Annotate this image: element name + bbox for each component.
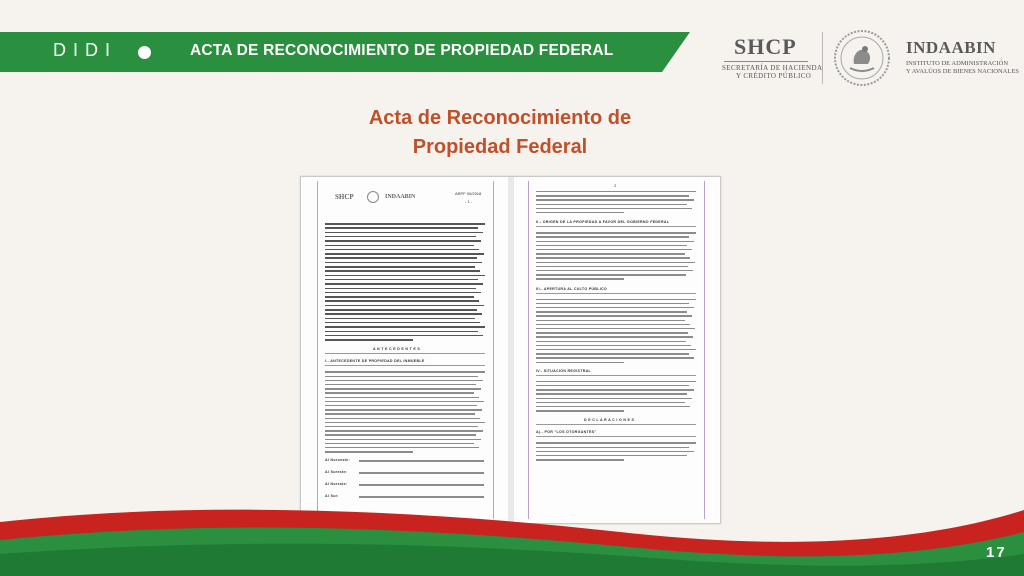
text-line	[536, 353, 689, 354]
text-line	[536, 393, 687, 394]
text-line	[536, 232, 696, 233]
text-line	[536, 381, 696, 382]
shcp-logo-line2: Y CRÉDITO PÚBLICO	[736, 72, 812, 80]
section-heading: III.- APERTURA AL CULTO PÚBLICO	[536, 286, 607, 291]
text-line	[325, 245, 474, 247]
text-line	[536, 266, 688, 267]
text-line	[536, 349, 696, 350]
footer-wave	[0, 470, 1024, 576]
text-line	[325, 266, 475, 268]
page1-shcp-logo: SHCP	[335, 193, 354, 201]
text-line	[536, 406, 690, 407]
text-line	[325, 339, 413, 341]
text-line	[325, 371, 485, 372]
page-number: 17	[986, 544, 1007, 561]
text-line	[325, 313, 482, 315]
text-line	[325, 236, 476, 238]
text-line	[536, 245, 687, 246]
text-line	[536, 320, 685, 321]
text-line	[536, 442, 696, 443]
boundary-label: Al Noroeste:	[325, 458, 350, 463]
text-line	[325, 447, 479, 448]
text-line	[325, 331, 478, 333]
page1-seal-icon	[367, 191, 379, 203]
page1-margin-left	[317, 181, 318, 519]
text-line	[325, 249, 479, 251]
page1-number: - 1 -	[465, 199, 473, 204]
text-line	[325, 223, 485, 225]
text-line	[536, 410, 624, 411]
page2-margin-right	[704, 181, 705, 519]
text-line	[325, 253, 484, 255]
text-line	[536, 191, 696, 192]
text-line	[536, 315, 692, 316]
section-rule	[325, 365, 485, 366]
page1-margin-right	[493, 181, 494, 519]
boundary-label: Al Sur:	[325, 494, 339, 499]
section-heading: II.- ORIGEN DE LA PROPIEDAD A FAVOR DEL GOBIERNO FEDERAL	[536, 220, 670, 225]
text-line	[325, 380, 483, 381]
shcp-logo-line1: SECRETARÍA DE HACIENDA	[722, 64, 823, 72]
section-heading: A N T E C E D E N T E S	[373, 347, 421, 352]
text-line	[325, 418, 480, 419]
section-code: DIDI	[53, 40, 117, 60]
text-line	[325, 227, 478, 229]
section-rule	[536, 375, 696, 376]
section-heading: IV.- SITUACIÓN REGISTRAL	[536, 368, 591, 373]
page1-indaabin-logo: INDAABIN	[385, 194, 416, 200]
indaabin-logo-line2: Y AVALÚOS DE BIENES NACIONALES	[906, 68, 1019, 75]
text-line	[325, 451, 413, 452]
text-line	[325, 279, 478, 281]
boundary-line	[359, 460, 484, 461]
header-title: ACTA DE RECONOCIMIENTO DE PROPIEDAD FEDERAL	[190, 42, 614, 59]
text-line	[536, 241, 694, 242]
slide-title-line1: Acta de Reconocimiento de	[368, 107, 632, 129]
page2-margin-left	[528, 181, 529, 519]
text-line	[536, 199, 694, 200]
text-line	[325, 409, 482, 410]
text-line	[325, 322, 480, 324]
text-line	[325, 384, 476, 385]
text-line	[536, 204, 687, 205]
section-heading: D E C L A R A C I O N E S	[584, 418, 635, 423]
text-line	[325, 405, 477, 406]
text-line	[325, 426, 478, 427]
text-line	[536, 455, 687, 456]
text-line	[325, 232, 483, 234]
slide-title	[330, 104, 670, 162]
text-line	[325, 309, 477, 311]
text-line	[536, 357, 694, 358]
text-line	[536, 307, 694, 308]
text-line	[325, 318, 475, 320]
text-line	[536, 311, 687, 312]
text-line	[536, 402, 685, 403]
slide-title-line2: Propiedad Federal	[412, 136, 588, 158]
section-rule	[325, 353, 485, 354]
text-line	[536, 262, 695, 263]
boundary-label: Al Noreste:	[325, 482, 348, 487]
text-line	[325, 413, 475, 414]
mexico-seal-icon	[832, 28, 892, 88]
text-line	[325, 296, 474, 298]
indaabin-logo-line1: INSTITUTO DE ADMINISTRACIÓN	[906, 60, 1009, 67]
text-line	[536, 212, 624, 213]
text-line	[325, 401, 484, 402]
text-line	[325, 434, 476, 435]
indaabin-logo-name: INDAABIN	[906, 38, 996, 57]
text-line	[325, 392, 474, 393]
text-line	[325, 388, 481, 389]
text-line	[536, 451, 694, 452]
text-line	[325, 262, 482, 264]
text-line	[536, 332, 688, 333]
text-line	[536, 389, 694, 390]
shcp-logo	[722, 34, 832, 80]
text-line	[536, 253, 685, 254]
text-line	[536, 303, 689, 304]
text-line	[536, 447, 689, 448]
text-line	[325, 257, 477, 259]
text-line	[536, 385, 689, 386]
text-line	[536, 362, 624, 363]
text-line	[325, 326, 485, 328]
text-line	[325, 376, 478, 377]
logo-separator	[822, 32, 823, 84]
text-line	[325, 292, 481, 294]
text-line	[325, 288, 476, 290]
text-line	[325, 422, 485, 423]
text-line	[536, 459, 624, 460]
text-line	[536, 336, 693, 337]
page1-header-logos	[335, 191, 425, 209]
section-rule	[536, 226, 696, 227]
page1-code: ARPF 00/2018	[455, 191, 482, 196]
boundary-label: Al Sureste:	[325, 470, 348, 475]
text-line	[536, 324, 690, 325]
section-rule	[536, 293, 696, 294]
section-rule	[536, 436, 696, 437]
text-line	[325, 305, 484, 307]
text-line	[325, 430, 483, 431]
section-heading: A).- POR "LOS OTORGANTES"	[536, 430, 597, 435]
text-line	[536, 257, 690, 258]
text-line	[325, 283, 483, 285]
text-line	[325, 443, 474, 444]
shcp-logo-name: SHCP	[734, 34, 797, 59]
text-line	[536, 270, 693, 271]
section-rule	[536, 424, 696, 425]
text-line	[536, 398, 692, 399]
text-line	[536, 278, 624, 279]
text-line	[325, 439, 481, 440]
text-line	[536, 236, 689, 237]
text-line	[536, 249, 692, 250]
indaabin-logo	[902, 38, 1022, 82]
section-heading: I.- ANTECEDENTE DE PROPIEDAD DEL INMUEBLE	[325, 359, 425, 364]
page2-number: 2	[614, 183, 617, 188]
text-line	[325, 335, 483, 337]
text-line	[536, 299, 696, 300]
text-line	[536, 345, 691, 346]
text-line	[325, 300, 479, 302]
text-line	[536, 195, 689, 196]
text-line	[536, 341, 686, 342]
shcp-logo-rule	[724, 61, 808, 62]
text-line	[536, 328, 695, 329]
text-line	[536, 274, 686, 275]
text-line	[325, 397, 479, 398]
text-line	[325, 275, 485, 277]
text-line	[536, 208, 692, 209]
header-dot	[138, 46, 151, 59]
text-line	[325, 240, 481, 242]
text-line	[325, 270, 480, 272]
